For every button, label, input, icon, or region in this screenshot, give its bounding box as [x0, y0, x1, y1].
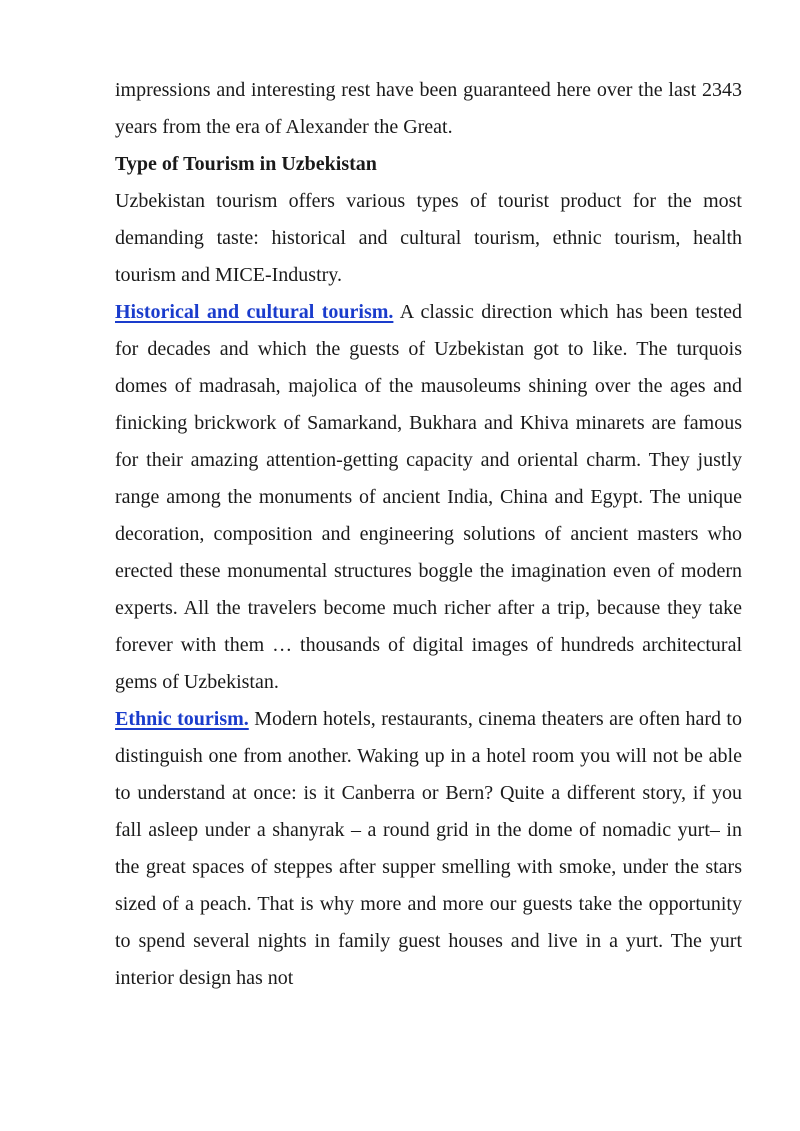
intro-paragraph: impressions and interesting rest have been guaranteed here over the last 2343 years from the era of Alexander the Great.	[115, 79, 742, 138]
document-page	[115, 72, 742, 997]
historical-text: A classic direction which has been tested for decades and which the guests of Uzbekistan got to like. The turquois domes of madrasah, majolica of the mausoleums shining over the ages and finicking brickwork of Samarkand, Bukhara and Khiva minarets are famous for their amazing attention-getting capacity and oriental charm. They justly range among the monuments of ancient India, China and Egypt. The unique decoration, composition and engineering solutions of ancient masters who erected these monumental structures boggle the imagination even of modern experts. All the travelers become much richer after a trip, because they take forever with them … thousands of digital images of hundreds architectural gems of Uzbekistan.	[115, 301, 742, 693]
historical-tourism-link[interactable]: Historical and cultural tourism.	[115, 301, 394, 323]
ethnic-paragraph	[115, 701, 742, 997]
ethnic-text: Modern hotels, restaurants, cinema theaters are often hard to distinguish one from another. Waking up in a hotel room you will not be able to understand at once: is it Canberra or Bern? Quite a different story, if you fall asleep under a shanyrak – a round grid in the dome of nomadic yurt– in the great spaces of steppes after supper smelling with smoke, under the stars sized of a peach. That is why more and more our guests take the opportunity to spend several nights in family guest houses and live in a yurt. The yurt interior design has not	[115, 708, 742, 989]
ethnic-tourism-link[interactable]: Ethnic tourism.	[115, 708, 249, 730]
section-heading: Type of Tourism in Uzbekistan	[115, 153, 377, 175]
overview-paragraph: Uzbekistan tourism offers various types of tourist product for the most demanding taste: historical and cultural tourism, ethnic tourism, health tourism and MICE-Industry.	[115, 190, 742, 286]
historical-paragraph	[115, 294, 742, 701]
